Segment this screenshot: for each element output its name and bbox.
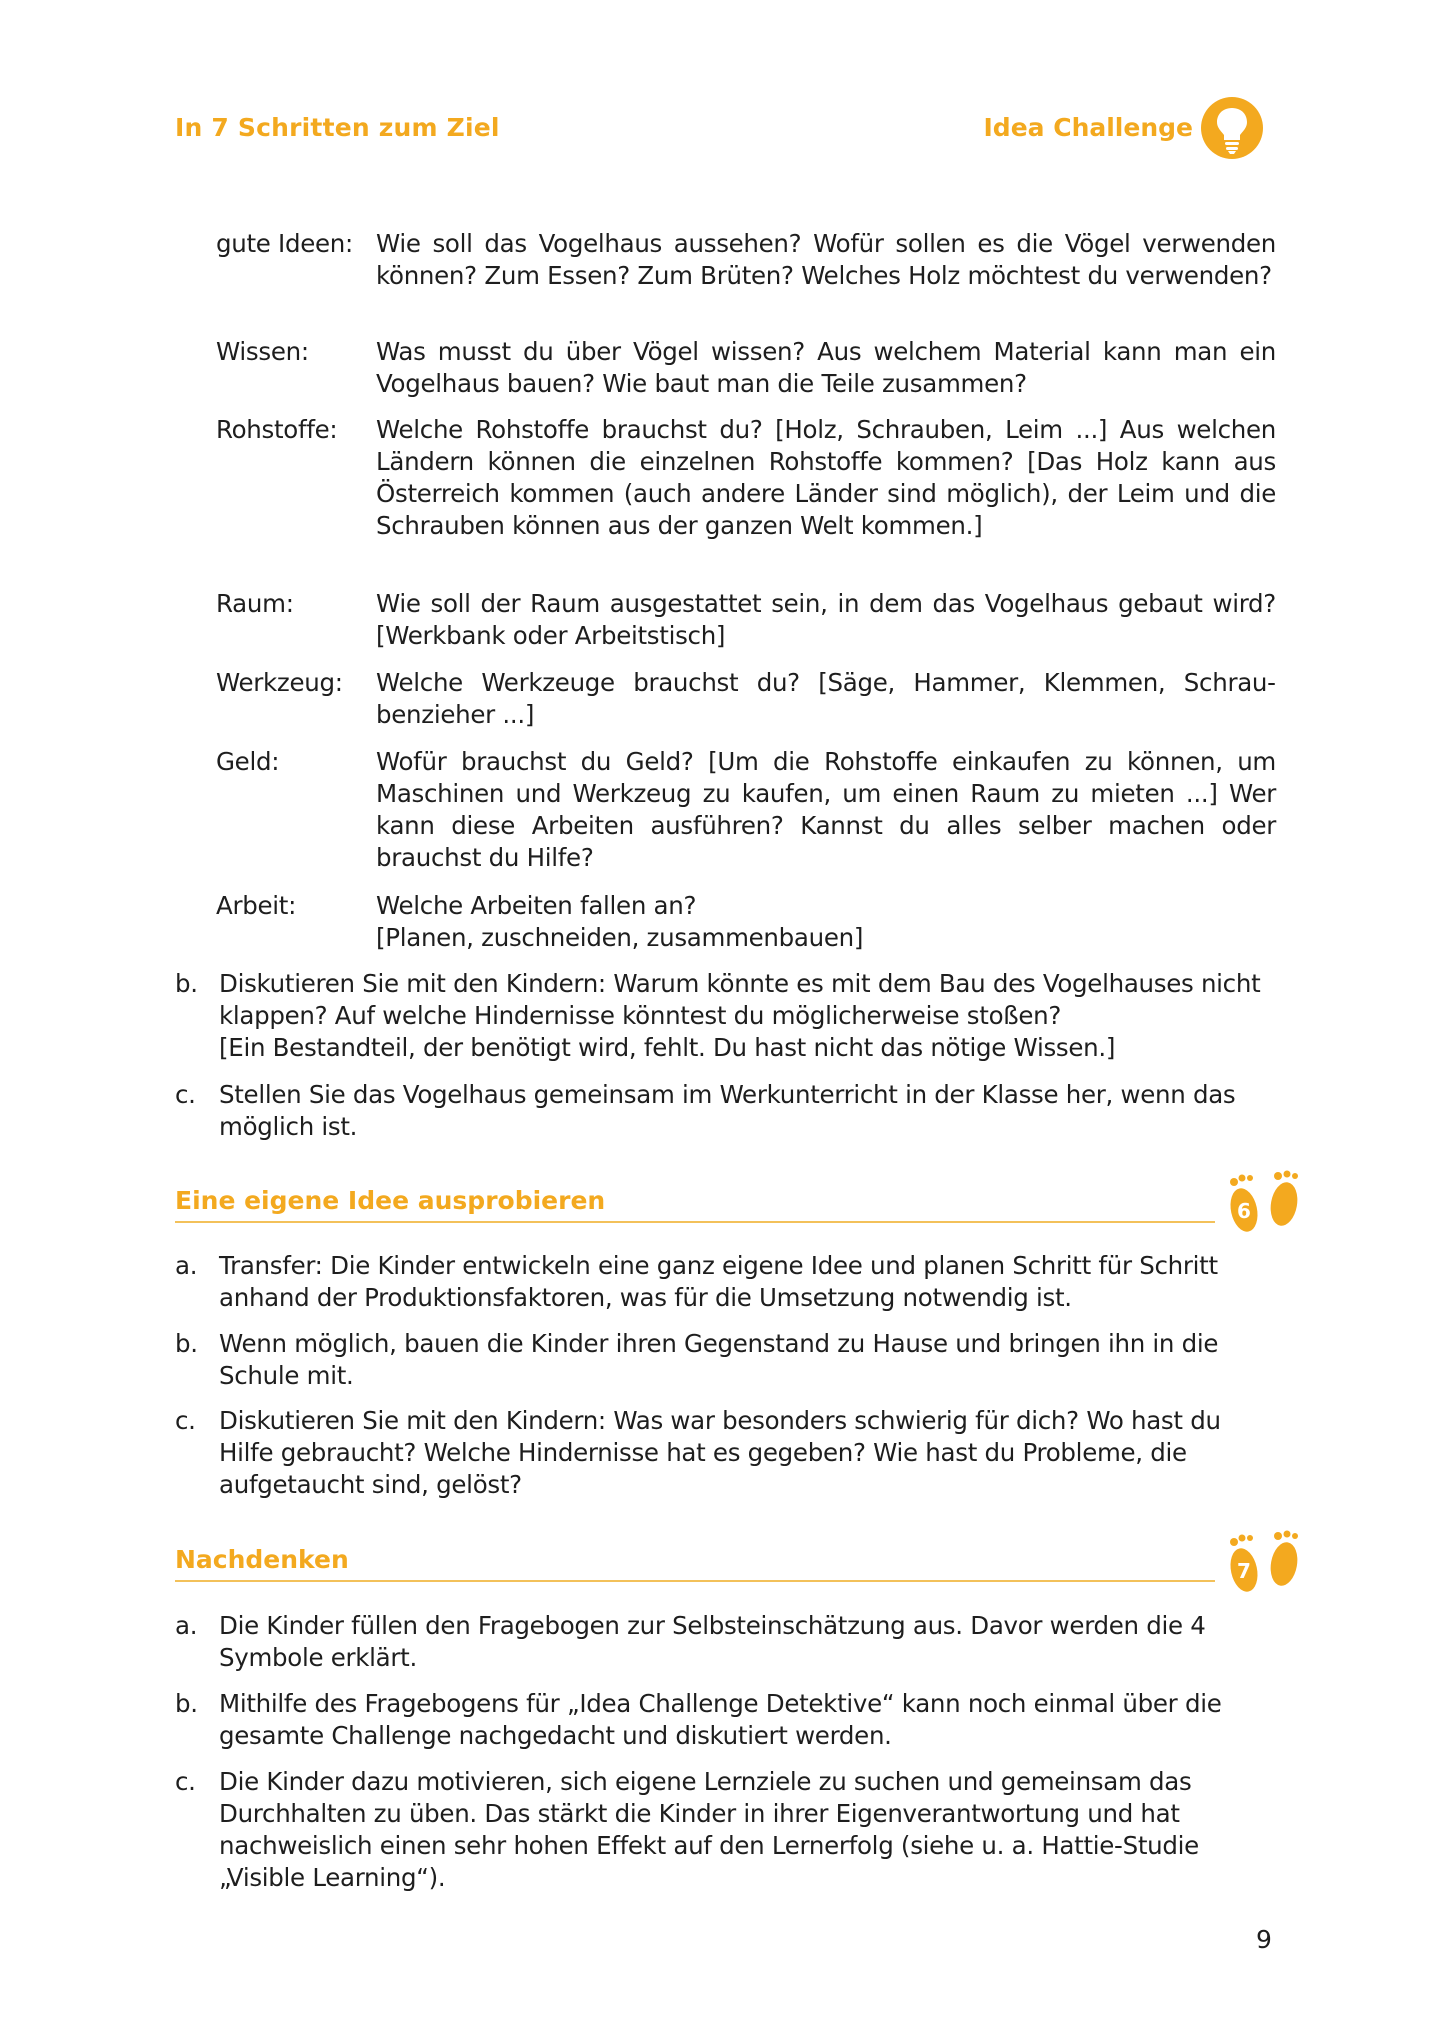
list-item-text: Die Kinder dazu motivieren, sich eigene Lernziele zu suchen und gemeinsam das Durchhalten zu üben. Das stärkt die Kinder in ihrer Eigenverantwortung und hat nachweislich einen sehr hohen Effekt auf den Lernerfolg (siehe u. a. Hattie-Studie „Visible Learning“). — [219, 1767, 1199, 1892]
factor-definition: Wie soll das Vogelhaus aussehen? Wofür sollen es die Vögel verwenden können? Zum Essen? Zum Brüten? Welches Holz möchtest du verwenden? — [376, 229, 1276, 290]
footprints-icon — [1220, 1170, 1310, 1242]
factor-term: Rohstoffe: — [216, 415, 338, 444]
lightbulb-icon — [1200, 96, 1264, 160]
list-marker: c. — [175, 1080, 196, 1109]
step-number: 7 — [1237, 1559, 1251, 1583]
step-number: 6 — [1237, 1199, 1251, 1223]
factor-term: gute Ideen: — [216, 229, 353, 258]
list-marker: b. — [175, 969, 198, 998]
factor-term: Wissen: — [216, 337, 309, 366]
list-item-text: Wenn möglich, bauen die Kinder ihren Gegenstand zu Hause und bringen ihn in die Schule mit. — [219, 1329, 1219, 1390]
list-item-text: Die Kinder füllen den Fragebogen zur Selbsteinschätzung aus. Davor werden die 4 Symbole erklärt. — [219, 1611, 1206, 1672]
factor-definition: Welche Werkzeuge brauchst du? [Säge, Hammer, Klemmen, Schraubenzieher ...] — [376, 668, 1276, 729]
footprints-icon — [1220, 1530, 1310, 1602]
factor-definition: Was musst du über Vögel wissen? Aus welchem Material kann man ein Vogelhaus bauen? Wie baut man die Teile zusammen? — [376, 337, 1276, 398]
factor-definition: Wofür brauchst du Geld? [Um die Rohstoffe einkaufen zu können, um Maschinen und Werkzeug zu kaufen, um einen Raum zu mieten ...] Wer kann diese Arbeiten ausführen? Kannst du alles selber machen oder brauchst du Hilfe? — [376, 747, 1276, 872]
factor-term: Arbeit: — [216, 891, 297, 920]
list-marker: b. — [175, 1329, 198, 1358]
list-marker: b. — [175, 1689, 198, 1718]
factor-term: Raum: — [216, 589, 294, 618]
list-item-text: Stellen Sie das Vogelhaus gemeinsam im Werkunterricht in der Klasse her, wenn das möglich ist. — [219, 1080, 1236, 1141]
section-rule — [175, 1580, 1215, 1582]
running-header-left: In 7 Schritten zum Ziel — [175, 113, 500, 142]
running-header-right: Idea Challenge — [983, 113, 1193, 142]
factor-definition: Welche Arbeiten fallen an? [Planen, zuschneiden, zusammenbauen] — [376, 891, 864, 952]
list-item-text: Diskutieren Sie mit den Kindern: Warum könnte es mit dem Bau des Vogelhauses nicht klappen? Auf welche Hindernisse könntest du möglicherweise stoßen? [Ein Bestandteil, der benötigt wird, fehlt. Du hast nicht das nötige Wissen.] — [219, 969, 1261, 1062]
list-marker: a. — [175, 1611, 198, 1640]
list-item-text: Transfer: Die Kinder entwickeln eine ganz eigene Idee und planen Schritt für Schritt anhand der Produktionsfaktoren, was für die Umsetzung notwendig ist. — [219, 1251, 1218, 1312]
list-marker: c. — [175, 1406, 196, 1435]
section-rule — [175, 1221, 1215, 1223]
factor-term: Geld: — [216, 747, 280, 776]
page-number: 9 — [1256, 1925, 1272, 1954]
list-item-text: Mithilfe des Fragebogens für „Idea Challenge Detektive“ kann noch einmal über die gesamte Challenge nachgedacht und diskutiert werden. — [219, 1689, 1222, 1750]
section-heading-6: Eine eigene Idee ausprobieren — [175, 1186, 606, 1215]
factor-term: Werkzeug: — [216, 668, 343, 697]
factor-definition: Welche Rohstoffe brauchst du? [Holz, Schrauben, Leim ...] Aus welchen Ländern können die einzelnen Rohstoffe kommen? [Das Holz kann aus Österreich kommen (auch andere Länder sind möglich), der Leim und die Schrauben können aus der ganzen Welt kommen.] — [376, 415, 1276, 540]
list-marker: c. — [175, 1767, 196, 1796]
factor-definition: Wie soll der Raum ausgestattet sein, in dem das Vogelhaus gebaut wird? [Werkbank oder Arbeitstisch] — [376, 589, 1276, 650]
list-marker: a. — [175, 1251, 198, 1280]
section-heading-7: Nachdenken — [175, 1545, 349, 1574]
list-item-text: Diskutieren Sie mit den Kindern: Was war besonders schwierig für dich? Wo hast du Hilfe gebraucht? Welche Hindernisse hat es gegeben? Wie hast du Probleme, die aufgetaucht sind, gelöst? — [219, 1406, 1221, 1499]
